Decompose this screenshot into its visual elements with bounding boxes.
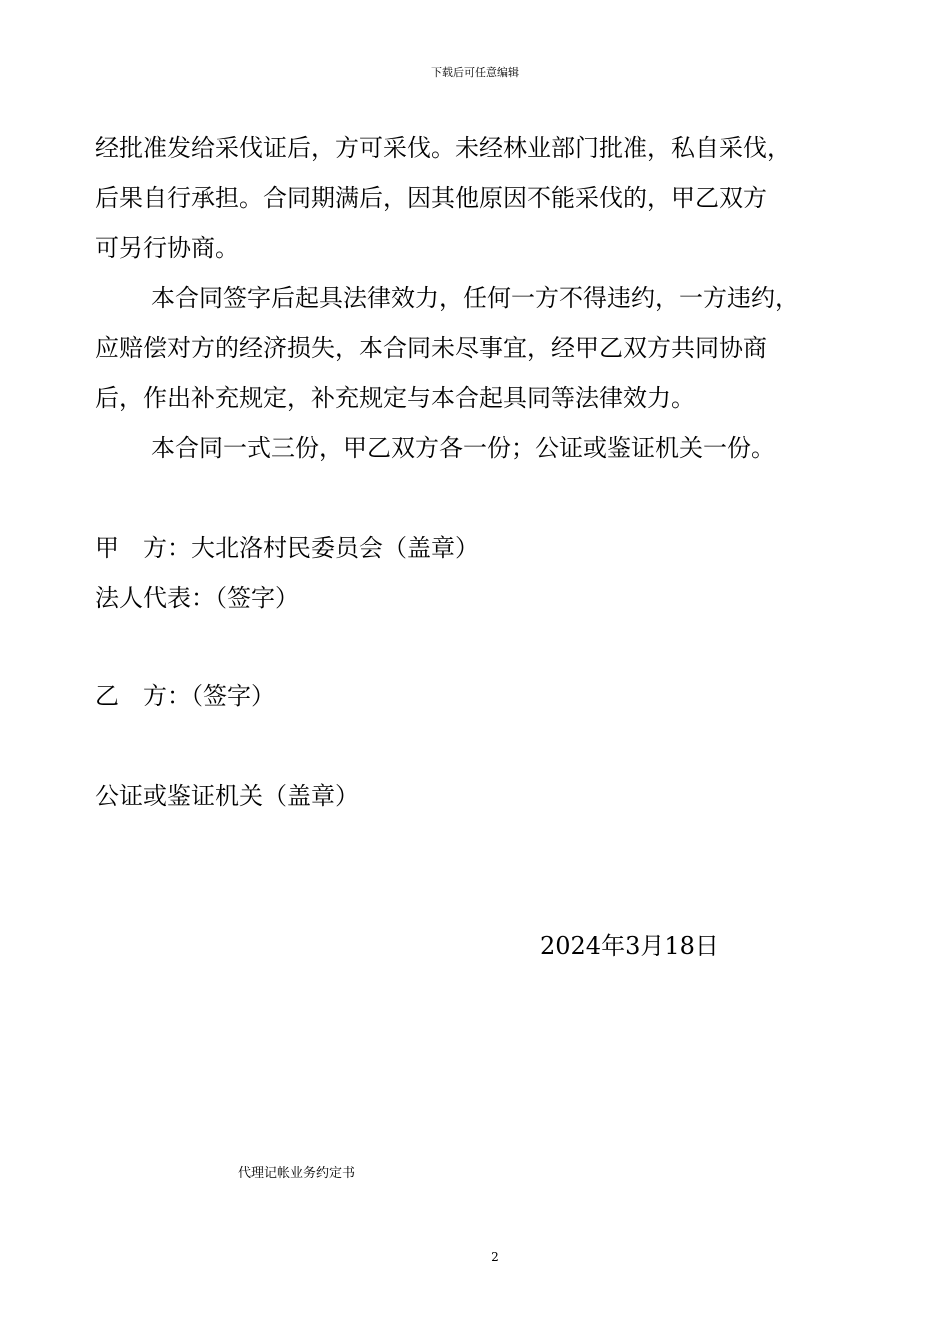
page-number: 2 <box>491 1250 499 1264</box>
party-a-signature: 甲 方：大北洛村民委员会（盖章） <box>95 534 479 562</box>
contract-body <box>95 123 915 843</box>
notary-seal: 公证或鉴证机关（盖章） <box>95 782 359 810</box>
paragraph-2-line-3: 后，作出补充规定，补充规定与本合起具同等法律效力。 <box>95 384 695 412</box>
paragraph-2-line-1: 本合同签字后起具法律效力，任何一方不得违约，一方违约， <box>151 284 799 312</box>
party-b-signature: 乙 方：（签字） <box>95 682 275 710</box>
page-header: 下载后可任意编辑 <box>431 66 519 79</box>
paragraph-2-line-2: 应赔偿对方的经济损失，本合同未尽事宜，经甲乙双方共同协商 <box>95 334 767 362</box>
paragraph-1-line-3: 可另行协商。 <box>95 234 239 262</box>
footer-title: 代理记帐业务约定书 <box>238 1166 356 1181</box>
legal-representative-signature: 法人代表：（签字） <box>95 584 299 612</box>
paragraph-1-line-1: 经批准发给采伐证后，方可采伐。未经林业部门批准，私自采伐， <box>95 134 791 162</box>
paragraph-3-line-1: 本合同一式三份，甲乙双方各一份；公证或鉴证机关一份。 <box>151 434 775 462</box>
paragraph-1-line-2: 后果自行承担。合同期满后，因其他原因不能采伐的，甲乙双方 <box>95 184 767 212</box>
contract-date: 2024年3月18日 <box>540 932 719 960</box>
